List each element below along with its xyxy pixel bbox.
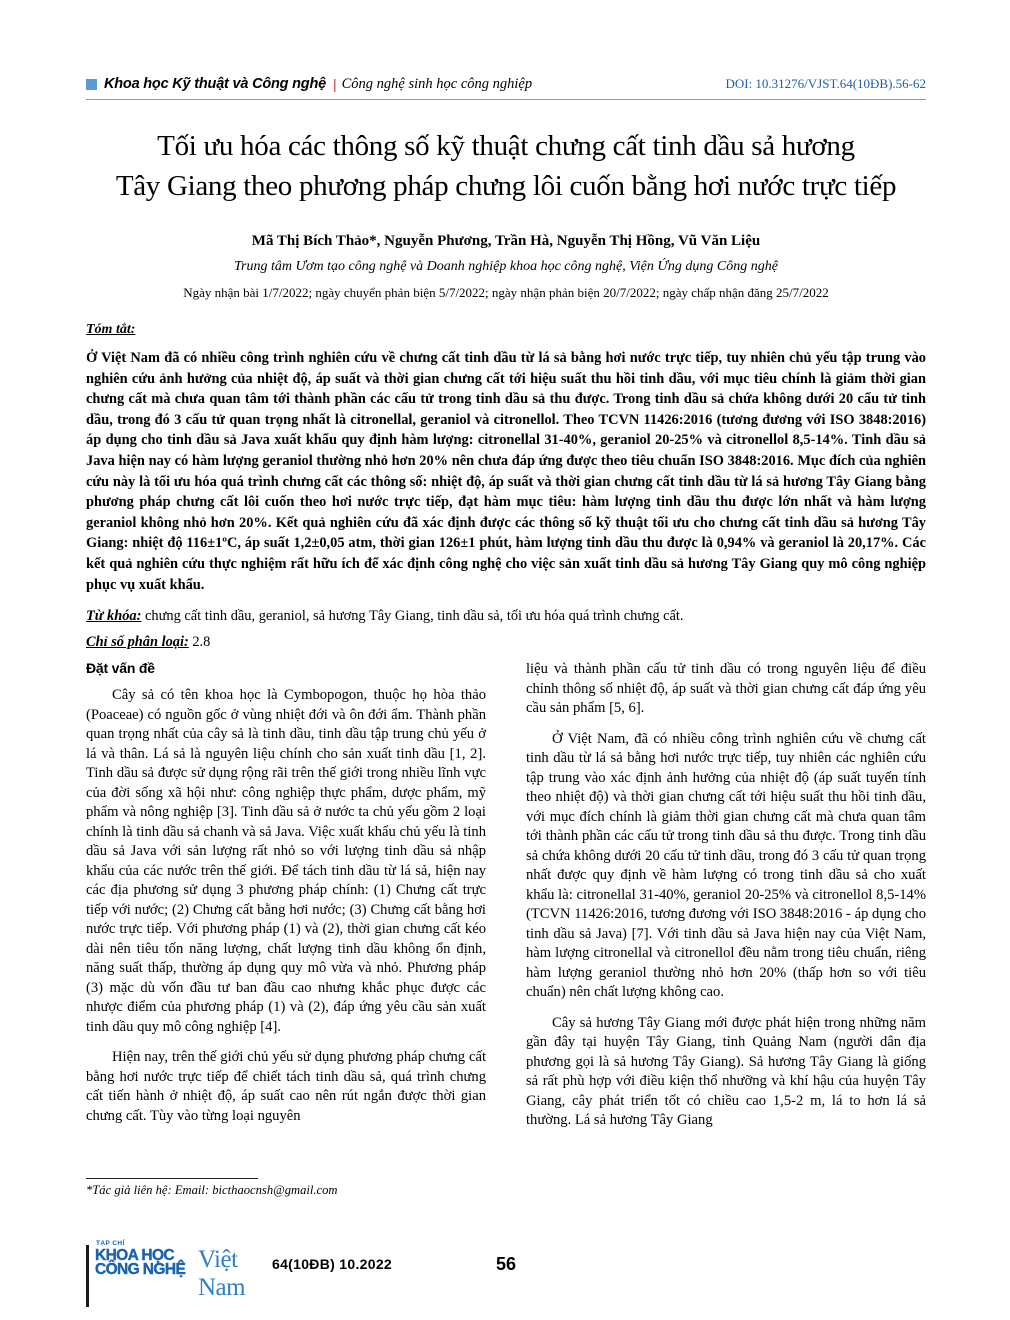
doi-link[interactable]: DOI: 10.31276/VJST.64(10ĐB).56-62 (725, 76, 926, 91)
footnote-divider (86, 1178, 258, 1179)
keywords-value: chưng cất tinh dầu, geraniol, sả hương Tây Giang, tinh dầu sả, tối ưu hóa quá trình chưng cất. (141, 608, 684, 624)
header-separator: | (332, 76, 337, 92)
author-list: Mã Thị Bích Thảo*, Nguyễn Phương, Trần Hà, Nguyễn Thị Hồng, Vũ Văn Liệu (251, 233, 761, 249)
logo-line-1: KHOA HỌC (95, 1247, 175, 1264)
column-right (526, 660, 926, 1205)
logo-line-2: CÔNG NGHỆ (95, 1261, 186, 1278)
keywords-label: Từ khóa: (86, 608, 142, 624)
affiliation: Trung tâm Ươm tạo công nghệ và Doanh nghiệp khoa học công nghệ, Viện Ứng dụng Công nghệ (234, 259, 778, 274)
body-columns (86, 660, 926, 1205)
header-section-label: Khoa học Kỹ thuật và Công nghệ (104, 76, 326, 92)
running-header (86, 72, 926, 96)
classification-row (86, 632, 926, 652)
page-title (86, 126, 926, 206)
accent-square-icon (86, 79, 97, 90)
paragraph: Cây sả có tên khoa học là Cymbopogon, thuộc họ hòa thảo (Poaceae) có nguồn gốc ở vùng nhiệt đới và ôn đới ẩm. Thành phần quan trọng nhất của cây sả là tinh dầu, tinh dầu tập trung chủ yếu ở lá và thân. Lá sả là nguyên liệu chính cho sản xuất tinh dầu [1, 2]. Tinh dầu sả được sử dụng rộng rãi trên thế giới trong nhiều lĩnh vực của đời sống xã hội như: công nghiệp thực phẩm, dược phẩm, mỹ phẩm và nông nghiệp [3]. Tinh dầu sả ở nước ta chủ yếu gồm 2 loại chính là tinh dầu sả chanh và sả Java. Việc xuất khẩu chủ yếu là tinh dầu sả Java với sản lượng rất nhỏ so với lượng tinh dầu sả nhập khẩu của các nước trên thế giới. Để tách tinh dầu từ lá sả, hiện nay các địa phương sử dụng 3 phương pháp chính: (1) Chưng cất trực tiếp với nước; (2) Chưng cất bằng hơi nước; (3) Chưng cất bằng hơi nước trực tiếp. Với phương pháp (1) và (2), thời gian chưng cất kéo dài nên tiêu tốn năng lượng, chất lượng tinh dầu không ổn định, năng suất thấp, thường áp dụng quy mô vừa và nhỏ. Phương pháp (3) mặc dù vốn đầu tư ban đầu cao nhưng khắc phục được các nhược điểm của phương pháp (1) và (2), đáp ứng yêu cầu sản xuất tinh dầu quy mô công nghiệp [4]. (86, 687, 486, 1035)
submission-dates: Ngày nhận bài 1/7/2022; ngày chuyển phản biện 5/7/2022; ngày nhận phản biện 20/7/2022; ngày chấp nhận đăng 25/7/2022 (183, 285, 829, 300)
page-number: 56 (496, 1254, 517, 1274)
title-line-2: Tây Giang theo phương pháp chưng lôi cuốn bằng hơi nước trực tiếp (115, 170, 897, 202)
paragraph: Hiện nay, trên thế giới chủ yếu sử dụng phương pháp chưng cất bằng hơi nước trực tiếp để chiết tách tinh dầu sả, quá trình chưng cất tiến hành ở nhiệt độ, áp suất cao nên rút ngắn được thời gian chưng cất. Tùy vào từng loại nguyên (86, 1049, 486, 1124)
paragraph: Ở Việt Nam, đã có nhiều công trình nghiên cứu về chưng cất tinh dầu từ lá sả bằng hơi nước trực tiếp, tuy nhiên các nghiên cứu tập trung vào xác định ảnh hưởng của nhiệt độ (áp suất tuyến tính theo nhiệt độ) và thời gian chưng cất tới hiệu suất thu hồi tinh dầu, với mục đích chính là giảm thời gian chưng cất mà chưa quan tâm tới thành phần các cấu tử trong tinh dầu sả thu được. Trong tinh dầu sả chứa không dưới 20 cấu tử tinh dầu, trong đó 3 cấu tử quan trọng nhất được quy định về hàm lượng có trong tinh dầu sả cho xuất khẩu là: citronellal 31-40%, geraniol 20-25% và citronellol 8,5-14% (TCVN 11426:2016, tương đương với ISO 3848:2016 - áp dụng cho tinh dầu sả Java) [7]. Với tinh dầu sả Java hiện nay của Việt Nam, hàm lượng citronellal và citronellol đều nằm trong tiêu chuẩn, riêng hàm lượng geraniol thường nhỏ hơn 20% (thấp hơn so với tiêu chuẩn) nên chất lượng không cao. (526, 730, 926, 1000)
classification-label: Chỉ số phân loại: (86, 634, 189, 650)
title-line-1: Tối ưu hóa các thông số kỹ thuật chưng cất tinh dầu sả hương (157, 130, 855, 162)
paragraph: Cây sả hương Tây Giang mới được phát hiện trong những năm gần đây tại huyện Tây Giang, tỉnh Quảng Nam (người dân địa phương gọi là sả hương Tây Giang). Sả hương Tây Giang là giống sả rất phù hợp với điều kiện thổ nhưỡng và khí hậu của huyện Tây Giang, cây phát triển tốt có chiều cao 1,5-2 m, lá to hơn lá sả thường. Lá sả hương Tây Giang (526, 1014, 926, 1128)
journal-logo (94, 1240, 262, 1301)
abstract-text: Ở Việt Nam đã có nhiều công trình nghiên cứu về chưng cất tinh dầu từ lá sả bằng hơi nước trực tiếp, tuy nhiên chủ yếu tập trung vào nghiên cứu ảnh hưởng của nhiệt độ, áp suất và thời gian chưng cất tới hiệu suất thu hồi tinh dầu, với mục tiêu chính là giảm thời gian chưng cất mà chưa quan tâm tới thành phần các cấu tử trong tinh dầu sả thu được. Trong tinh dầu sả chứa không dưới 20 cấu tử tinh dầu, trong đó 3 cấu tử quan trọng nhất là citronellal, geraniol và citronellol. Theo TCVN 11426:2016 (tương đương với ISO 3848:2016) áp dụng cho tinh dầu sả Java xuất khẩu quy định hàm lượng: citronellal 31-40%, geraniol 20-25% và citronellol 8,5-14%. Tinh dầu sả Java hiện nay có hàm lượng geraniol thường nhỏ hơn 20% nên chưa đáp ứng được theo tiêu chuẩn ISO 3848:2016. Mục đích của nghiên cứu này là tối ưu hóa quá trình chưng cất các thông số: nhiệt độ, áp suất và thời gian chưng cất tinh dầu từ lá sả hương Tây Giang bằng phương pháp chưng cất lôi cuốn theo hơi nước trực tiếp, đạt hàm mục tiêu: hàm lượng tinh dầu thu được lớn nhất và hàm lượng geraniol không nhỏ hơn 20%. Kết quả nghiên cứu đã xác định được các thông số kỹ thuật tối ưu cho chưng cất tinh dầu sả hương Tây Giang: nhiệt độ 116±1ºC, áp suất 1,2±0,05 atm, thời gian 126±1 phút, hàm lượng tinh dầu thu được là 0,94% và geraniol là 20,17%. Các kết quả nghiên cứu thực nghiệm rất hữu ích để xác định công nghệ cho việc sản xuất tinh dầu sả hương Tây Giang quy mô công nghiệp phục vụ xuất khẩu. (86, 350, 926, 593)
abstract-label: Tóm tắt: (86, 322, 136, 337)
header-subsection-label: Công nghệ sinh học công nghiệp (341, 75, 533, 92)
page-footer (86, 1240, 926, 1302)
classification-value: 2.8 (188, 634, 211, 650)
paragraph: liệu và thành phần cấu tử tinh dầu có trong nguyên liệu để điều chỉnh thông số nhiệt độ, áp suất và thời gian chưng cất đáp ứng yêu cầu sản phẩm [5, 6]. (526, 661, 926, 716)
corresponding-author-footnote: *Tác giả liên hệ: Email: bicthaocnsh@gmail.com (86, 1183, 338, 1197)
section-heading-introduction: Đặt vấn đề (86, 660, 155, 676)
logo-vietnam: Việt Nam (198, 1246, 246, 1301)
column-left (86, 660, 486, 1205)
issue-number: 64(10ĐB) 10.2022 (272, 1256, 392, 1272)
logo-tapchi-label: TẠP CHÍ (96, 1240, 125, 1247)
keywords-row (86, 606, 926, 626)
header-divider (86, 99, 926, 100)
